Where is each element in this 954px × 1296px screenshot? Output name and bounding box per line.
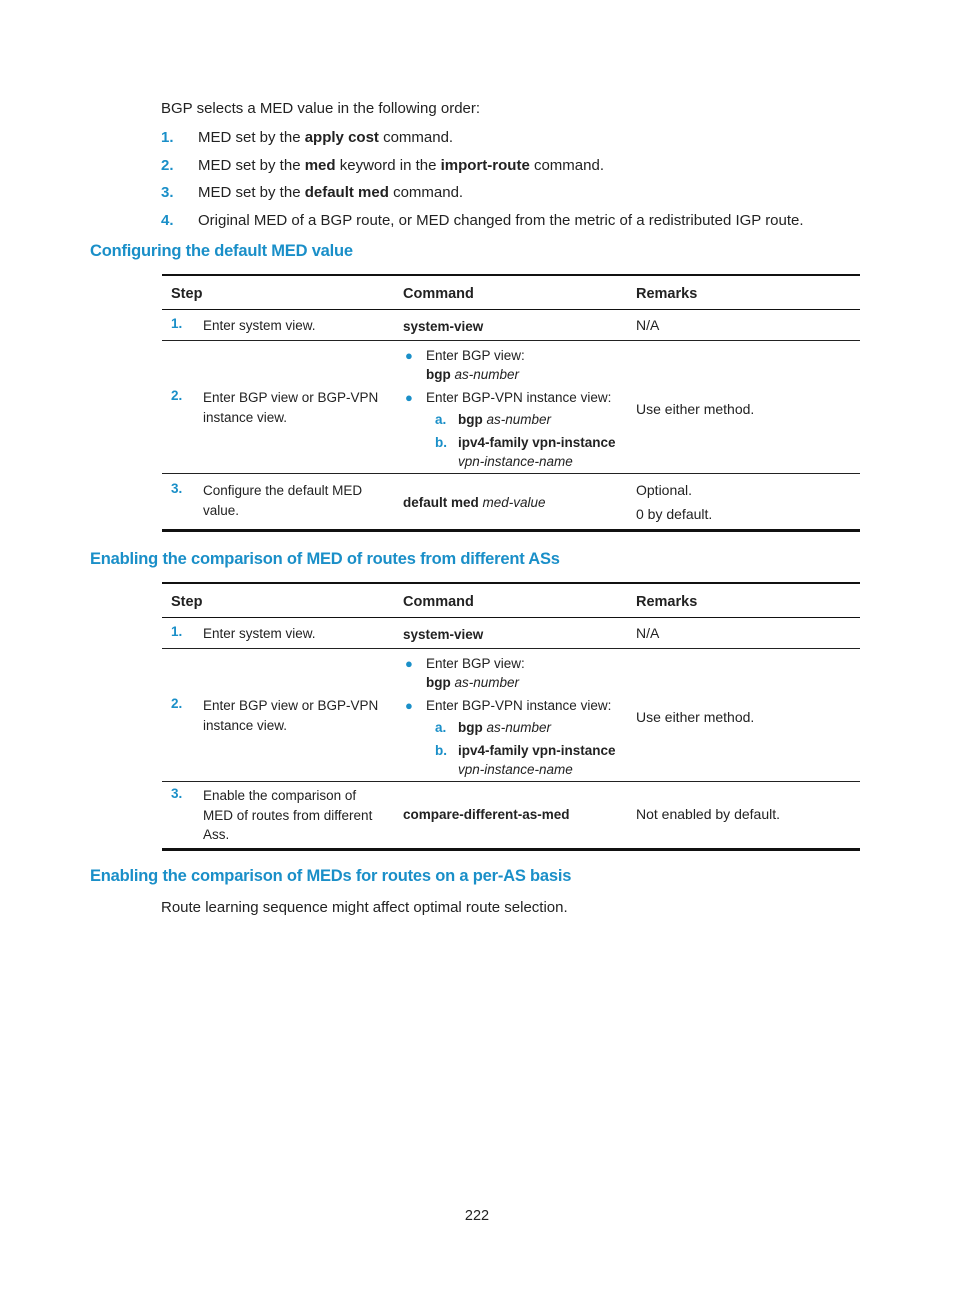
list-text: command. xyxy=(378,129,454,146)
table-row xyxy=(162,474,860,529)
list-text: command. xyxy=(529,156,604,174)
list-number: 4. xyxy=(161,211,174,229)
default-med-table xyxy=(162,274,860,532)
bullet-item xyxy=(403,654,628,673)
step-number: 1. xyxy=(171,316,183,331)
list-text: MED set by the xyxy=(198,129,305,146)
remarks-text: Use either method. xyxy=(636,709,755,725)
list-text: MED set by the xyxy=(198,156,305,174)
bullet-dot-icon: ● xyxy=(405,390,413,405)
bullet-text: Enter BGP view: xyxy=(426,656,525,671)
sub-item xyxy=(403,718,628,737)
table-row xyxy=(162,341,860,474)
command-keyword: bgp xyxy=(426,675,451,690)
bullet-item xyxy=(403,388,628,407)
bullet-item xyxy=(403,346,628,365)
command-arg: as-number xyxy=(454,367,520,382)
command-keyword: import-route xyxy=(440,156,530,174)
command-text: system-view xyxy=(403,627,484,642)
list-text: MED set by the xyxy=(198,184,305,201)
command-keyword: bgp xyxy=(426,367,451,382)
step-number: 2. xyxy=(171,388,183,403)
table-header xyxy=(162,584,860,618)
list-item xyxy=(161,181,861,209)
table-row xyxy=(162,649,860,782)
command-keyword: bgp xyxy=(458,720,483,735)
command-arg: as-number xyxy=(486,720,552,735)
bullet-dot-icon: ● xyxy=(405,698,413,713)
section-heading-default-med: Configuring the default MED value xyxy=(90,242,353,260)
table-row xyxy=(162,618,860,649)
bullet-text: Enter BGP-VPN instance view: xyxy=(426,698,612,713)
list-item xyxy=(161,154,861,182)
step-text: Enter system view. xyxy=(203,318,316,333)
sub-item xyxy=(403,410,628,429)
step-text: Enable the comparison of MED of routes from different Ass. xyxy=(203,788,373,842)
command-keyword: default med xyxy=(304,184,389,201)
command-arg: vpn-instance-name xyxy=(458,762,573,777)
bullet-dot-icon: ● xyxy=(405,348,413,363)
step-number: 3. xyxy=(171,786,183,801)
body-text: Route learning sequence might affect optimal route selection. xyxy=(161,899,568,916)
section-heading-per-as-med: Enabling the comparison of MEDs for routes on a per-AS basis xyxy=(90,867,572,885)
step-number: 3. xyxy=(171,481,183,496)
list-item xyxy=(161,126,861,154)
list-text: command. xyxy=(388,184,464,201)
table-row xyxy=(162,782,860,848)
bullet-item xyxy=(403,696,628,715)
step-number: 1. xyxy=(171,624,183,639)
command-keyword: apply cost xyxy=(304,129,379,146)
command-keyword: ipv4-family vpn-instance xyxy=(458,435,616,450)
command-arg: as-number xyxy=(454,675,520,690)
bullet-dot-icon: ● xyxy=(405,656,413,671)
bullet-text: Enter BGP-VPN instance view: xyxy=(426,390,612,405)
command-arg: as-number xyxy=(486,412,552,427)
bullet-text: Enter BGP view: xyxy=(426,348,525,363)
step-text: Enter system view. xyxy=(203,626,316,641)
remarks-text: Optional. xyxy=(636,482,693,498)
sub-letter: b. xyxy=(435,743,447,758)
remarks-text: Use either method. xyxy=(636,401,755,417)
step-text: Configure the default MED value. xyxy=(203,483,363,518)
list-number: 3. xyxy=(161,184,174,201)
sub-letter: a. xyxy=(435,720,447,735)
command-arg: vpn-instance-name xyxy=(458,454,573,469)
command-keyword: med xyxy=(304,156,336,174)
table-row xyxy=(162,310,860,341)
step-number: 2. xyxy=(171,696,183,711)
header-command: Command xyxy=(403,286,474,302)
command-text: compare-different-as-med xyxy=(403,807,570,822)
section-heading-compare-med: Enabling the comparison of MED of routes from different ASs xyxy=(90,550,560,568)
command-text: system-view xyxy=(403,319,484,334)
header-remarks: Remarks xyxy=(636,286,698,302)
step-text: Enter BGP view or BGP-VPN instance view. xyxy=(203,390,379,425)
med-order-list xyxy=(161,126,861,236)
command-keyword: ipv4-family vpn-instance xyxy=(458,743,616,758)
remarks-text: N/A xyxy=(636,625,660,641)
sub-letter: b. xyxy=(435,435,447,450)
remarks-text: Not enabled by default. xyxy=(636,806,780,822)
list-text: keyword in the xyxy=(335,156,441,174)
header-command: Command xyxy=(403,594,474,610)
header-step: Step xyxy=(171,594,203,610)
list-item xyxy=(161,209,861,237)
remarks-text: N/A xyxy=(636,317,660,333)
intro-text: BGP selects a MED value in the following order: xyxy=(161,100,481,117)
list-number: 2. xyxy=(161,156,174,174)
table-header xyxy=(162,276,860,310)
sub-item xyxy=(403,433,628,452)
header-step: Step xyxy=(171,286,203,302)
page-number: 222 xyxy=(464,1208,490,1224)
step-text: Enter BGP view or BGP-VPN instance view. xyxy=(203,698,379,733)
command-arg: med-value xyxy=(482,495,546,510)
remarks-text: 0 by default. xyxy=(636,506,713,522)
header-remarks: Remarks xyxy=(636,594,698,610)
sub-item xyxy=(403,741,628,760)
compare-med-table xyxy=(162,582,860,851)
command-keyword: bgp xyxy=(458,412,483,427)
list-text: Original MED of a BGP route, or MED changed from the metric of a redistributed IGP route. xyxy=(198,211,804,229)
sub-letter: a. xyxy=(435,412,447,427)
command-keyword: default med xyxy=(403,495,479,510)
list-number: 1. xyxy=(161,129,174,146)
